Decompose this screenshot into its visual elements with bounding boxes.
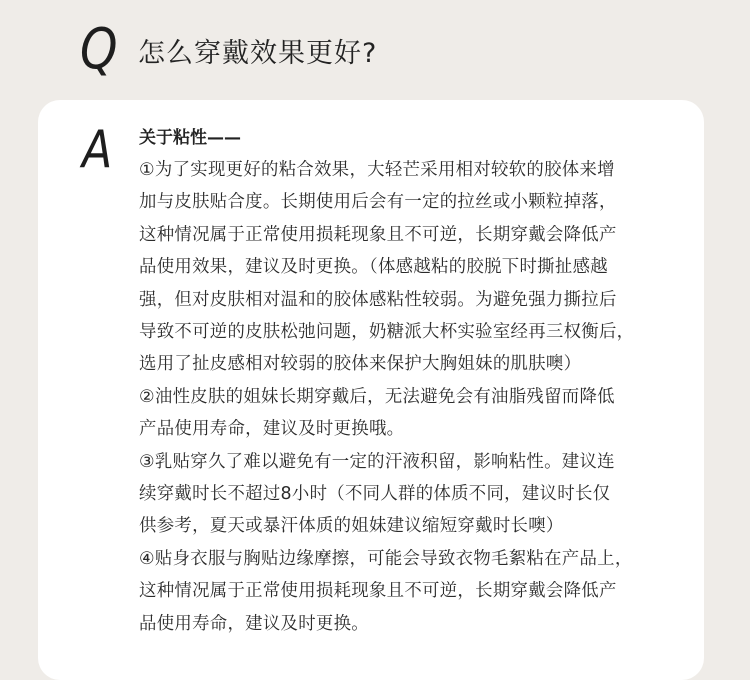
answer-line: 强，但对皮肤相对温和的胶体感粘性较弱。为避免强力撕拉后 xyxy=(139,289,617,310)
answer-line: 选用了扯皮感相对较弱的胶体来保护大胸姐妹的肌肤噢） xyxy=(139,354,582,375)
answer-line: 供参考，夏天或暴汗体质的姐妹建议缩短穿戴时长噢） xyxy=(139,516,564,537)
answer-line: ②油性皮肤的姐妹长期穿戴后，无法避免会有油脂残留而降低 xyxy=(139,386,615,407)
answer-line: 导致不可逆的皮肤松弛问题，奶糖派大杯实验室经再三权衡后， xyxy=(139,322,635,343)
answer-line: ④贴身衣服与胸贴边缘摩擦，可能会导致衣物毛絮粘在产品上， xyxy=(139,548,633,569)
answer-line: 续穿戴时长不超过8小时（不同人群的体质不同，建议时长仅 xyxy=(139,484,611,505)
answer-line: 加与皮肤贴合度。长期使用后会有一定的拉丝或小颗粒掉落， xyxy=(139,192,617,213)
answer-line: 产品使用寿命，建议及时更换哦。 xyxy=(139,419,405,440)
answer-letter: A xyxy=(82,120,113,180)
question-letter: Q xyxy=(80,17,118,82)
answer-line: ①为了实现更好的粘合效果，大轻芒采用相对较软的胶体来增 xyxy=(139,160,615,180)
answer-line: ③乳贴穿久了难以避免有一定的汗液积留，影响粘性。建议连 xyxy=(139,451,615,472)
answer-line: 品使用效果，建议及时更换。（体感越粘的胶脱下时撕扯感越 xyxy=(139,257,608,278)
answer-heading: 关于粘性—— xyxy=(139,128,241,148)
answer-body xyxy=(139,124,679,640)
question-title: 怎么穿戴效果更好? xyxy=(138,38,378,69)
answer-line: 品使用寿命，建议及时更换。 xyxy=(139,613,369,634)
question-header xyxy=(0,0,750,100)
answer-card xyxy=(38,100,704,680)
answer-line: 这种情况属于正常使用损耗现象且不可逆，长期穿戴会降低产 xyxy=(139,581,617,602)
answer-line: 这种情况属于正常使用损耗现象且不可逆，长期穿戴会降低产 xyxy=(139,224,617,245)
